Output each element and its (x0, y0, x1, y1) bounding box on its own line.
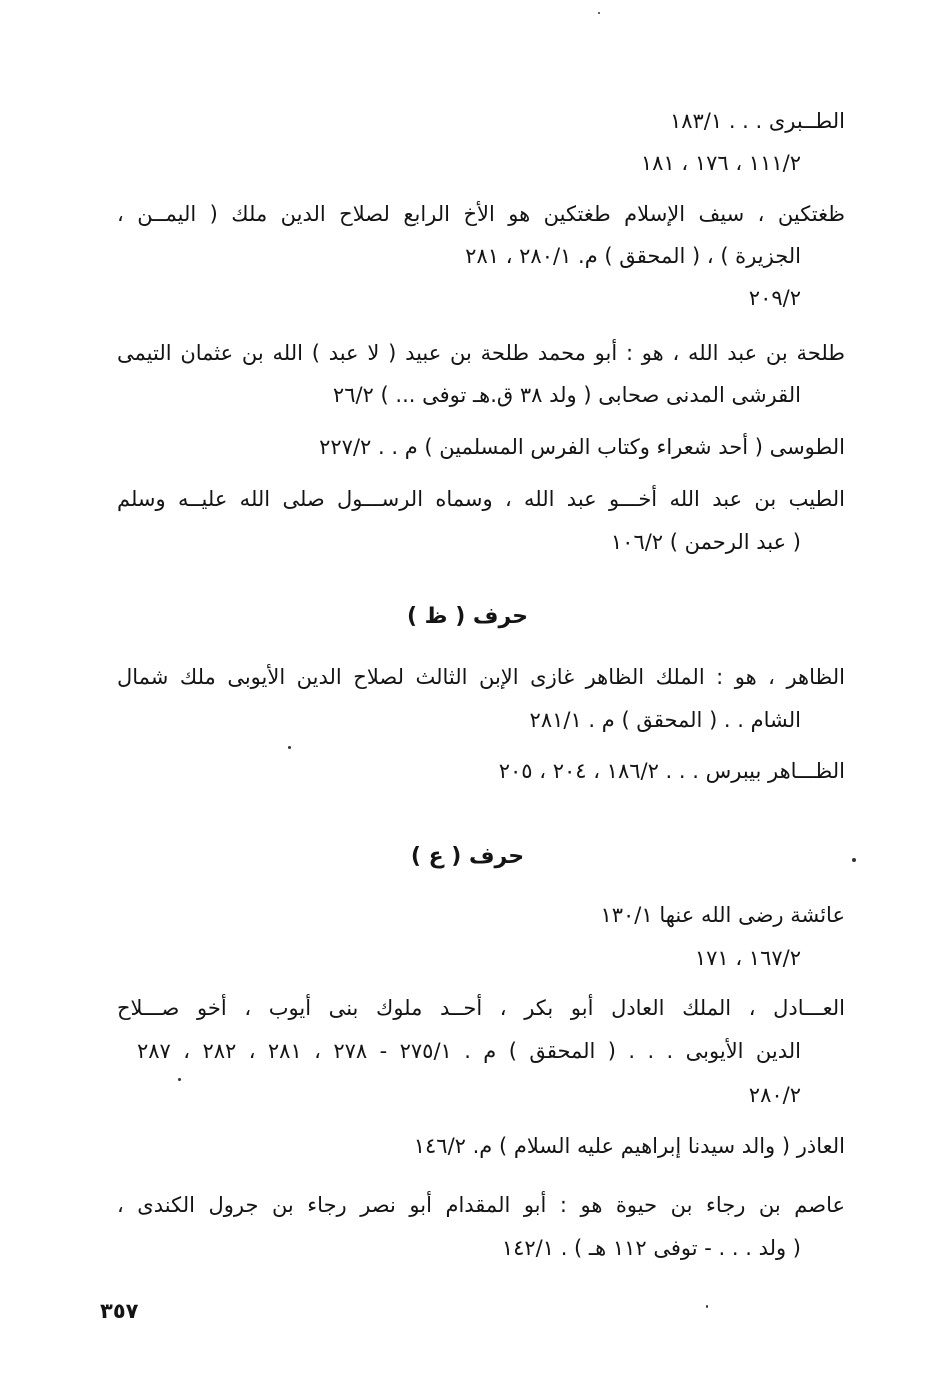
entry-tughtekin-line-3: ٢٠٩/٢ (748, 286, 801, 310)
section-heading-za: حرف ( ظ ) (406, 604, 529, 629)
print-speck (598, 12, 600, 14)
entry-zahir-baybars: الظـــاهر بيبرس . . . ١٨٦/٢ ، ٢٠٤ ، ٢٠٥ (498, 759, 845, 783)
entry-tughtekin-line-2: الجزيرة ) ، ( المحقق ) م. ٢٨٠/١ ، ٢٨١ (465, 244, 801, 268)
entry-tayyib-line-2: ( عبد الرحمن ) ١٠٦/٢ (610, 530, 801, 554)
entry-tabari-line-1: الطــبرى . . . ١٨٣/١ (669, 109, 845, 133)
entry-aisha-line-2: ١٦٧/٢ ، ١٧١ (694, 946, 801, 970)
entry-zahir-line-2: الشام . . ( المحقق ) م . ٢٨١/١ (529, 708, 801, 732)
entry-tayyib-line-1: الطيب بن عبد الله أخـــو عبد الله ، وسماه الرســـول صلى الله عليــه وسلم (117, 487, 845, 511)
entry-adil-line-2: الدين الأيوبى . . . ( المحقق ) م . ٢٧٥/١ - ٢٧٨ ، ٢٨١ ، ٢٨٢ ، ٢٨٧ (137, 1039, 801, 1063)
entry-zahir-line-1: الظاهر ، هو : الملك الظاهر غازى الإبن الثالث لصلاح الدين الأيوبى ملك شمال (117, 665, 845, 689)
entry-tabari-line-2: ١١١/٢ ، ١٧٦ ، ١٨١ (640, 151, 801, 175)
print-speck (178, 1078, 181, 1081)
entry-adil-line-1: العـــادل ، الملك العادل أبو بكر ، أحــد ملوك بنى أيوب ، أخو صـــلاح (117, 996, 845, 1020)
entry-talha-line-2: القرشى المدنى صحابى ( ولد ٣٨ ق.هـ توفى ... ) ٢٦/٢ (332, 383, 801, 407)
section-heading-ain: حرف ( ع ) (410, 844, 525, 869)
entry-tusi: الطوسى ( أحد شعراء وكتاب الفرس المسلمين ) م . . ٢٢٧/٢ (319, 435, 845, 459)
print-speck (706, 1305, 708, 1308)
entry-adhir: العاذر ( والد سيدنا إبراهيم عليه السلام ) م. ١٤٦/٢ (413, 1134, 845, 1158)
entry-talha-line-1: طلحة بن عبد الله ، هو : أبو محمد طلحة بن عبيد ( لا عبد ) الله بن عثمان التيمى (117, 341, 845, 365)
print-speck (288, 746, 291, 749)
entry-asim-line-1: عاصم بن رجاء بن حيوة هو : أبو المقدام أبو نصر رجاء بن جرول الكندى ، (117, 1193, 845, 1217)
entry-tughtekin-line-1: ظغتكين ، سيف الإسلام طغتكين هو الأخ الرابع لصلاح الدين ملك ( اليمــن ، (117, 202, 845, 226)
print-speck (852, 858, 856, 862)
page-number: ٣٥٧ (100, 1299, 139, 1323)
entry-asim-line-2: ( ولد . . . - توفى ١١٢ هـ ) . ١٤٢/١ (501, 1236, 801, 1260)
entry-aisha-line-1: عائشة رضى الله عنها ١٣٠/١ (600, 903, 845, 927)
entry-adil-line-3: ٢٨٠/٢ (748, 1083, 801, 1107)
